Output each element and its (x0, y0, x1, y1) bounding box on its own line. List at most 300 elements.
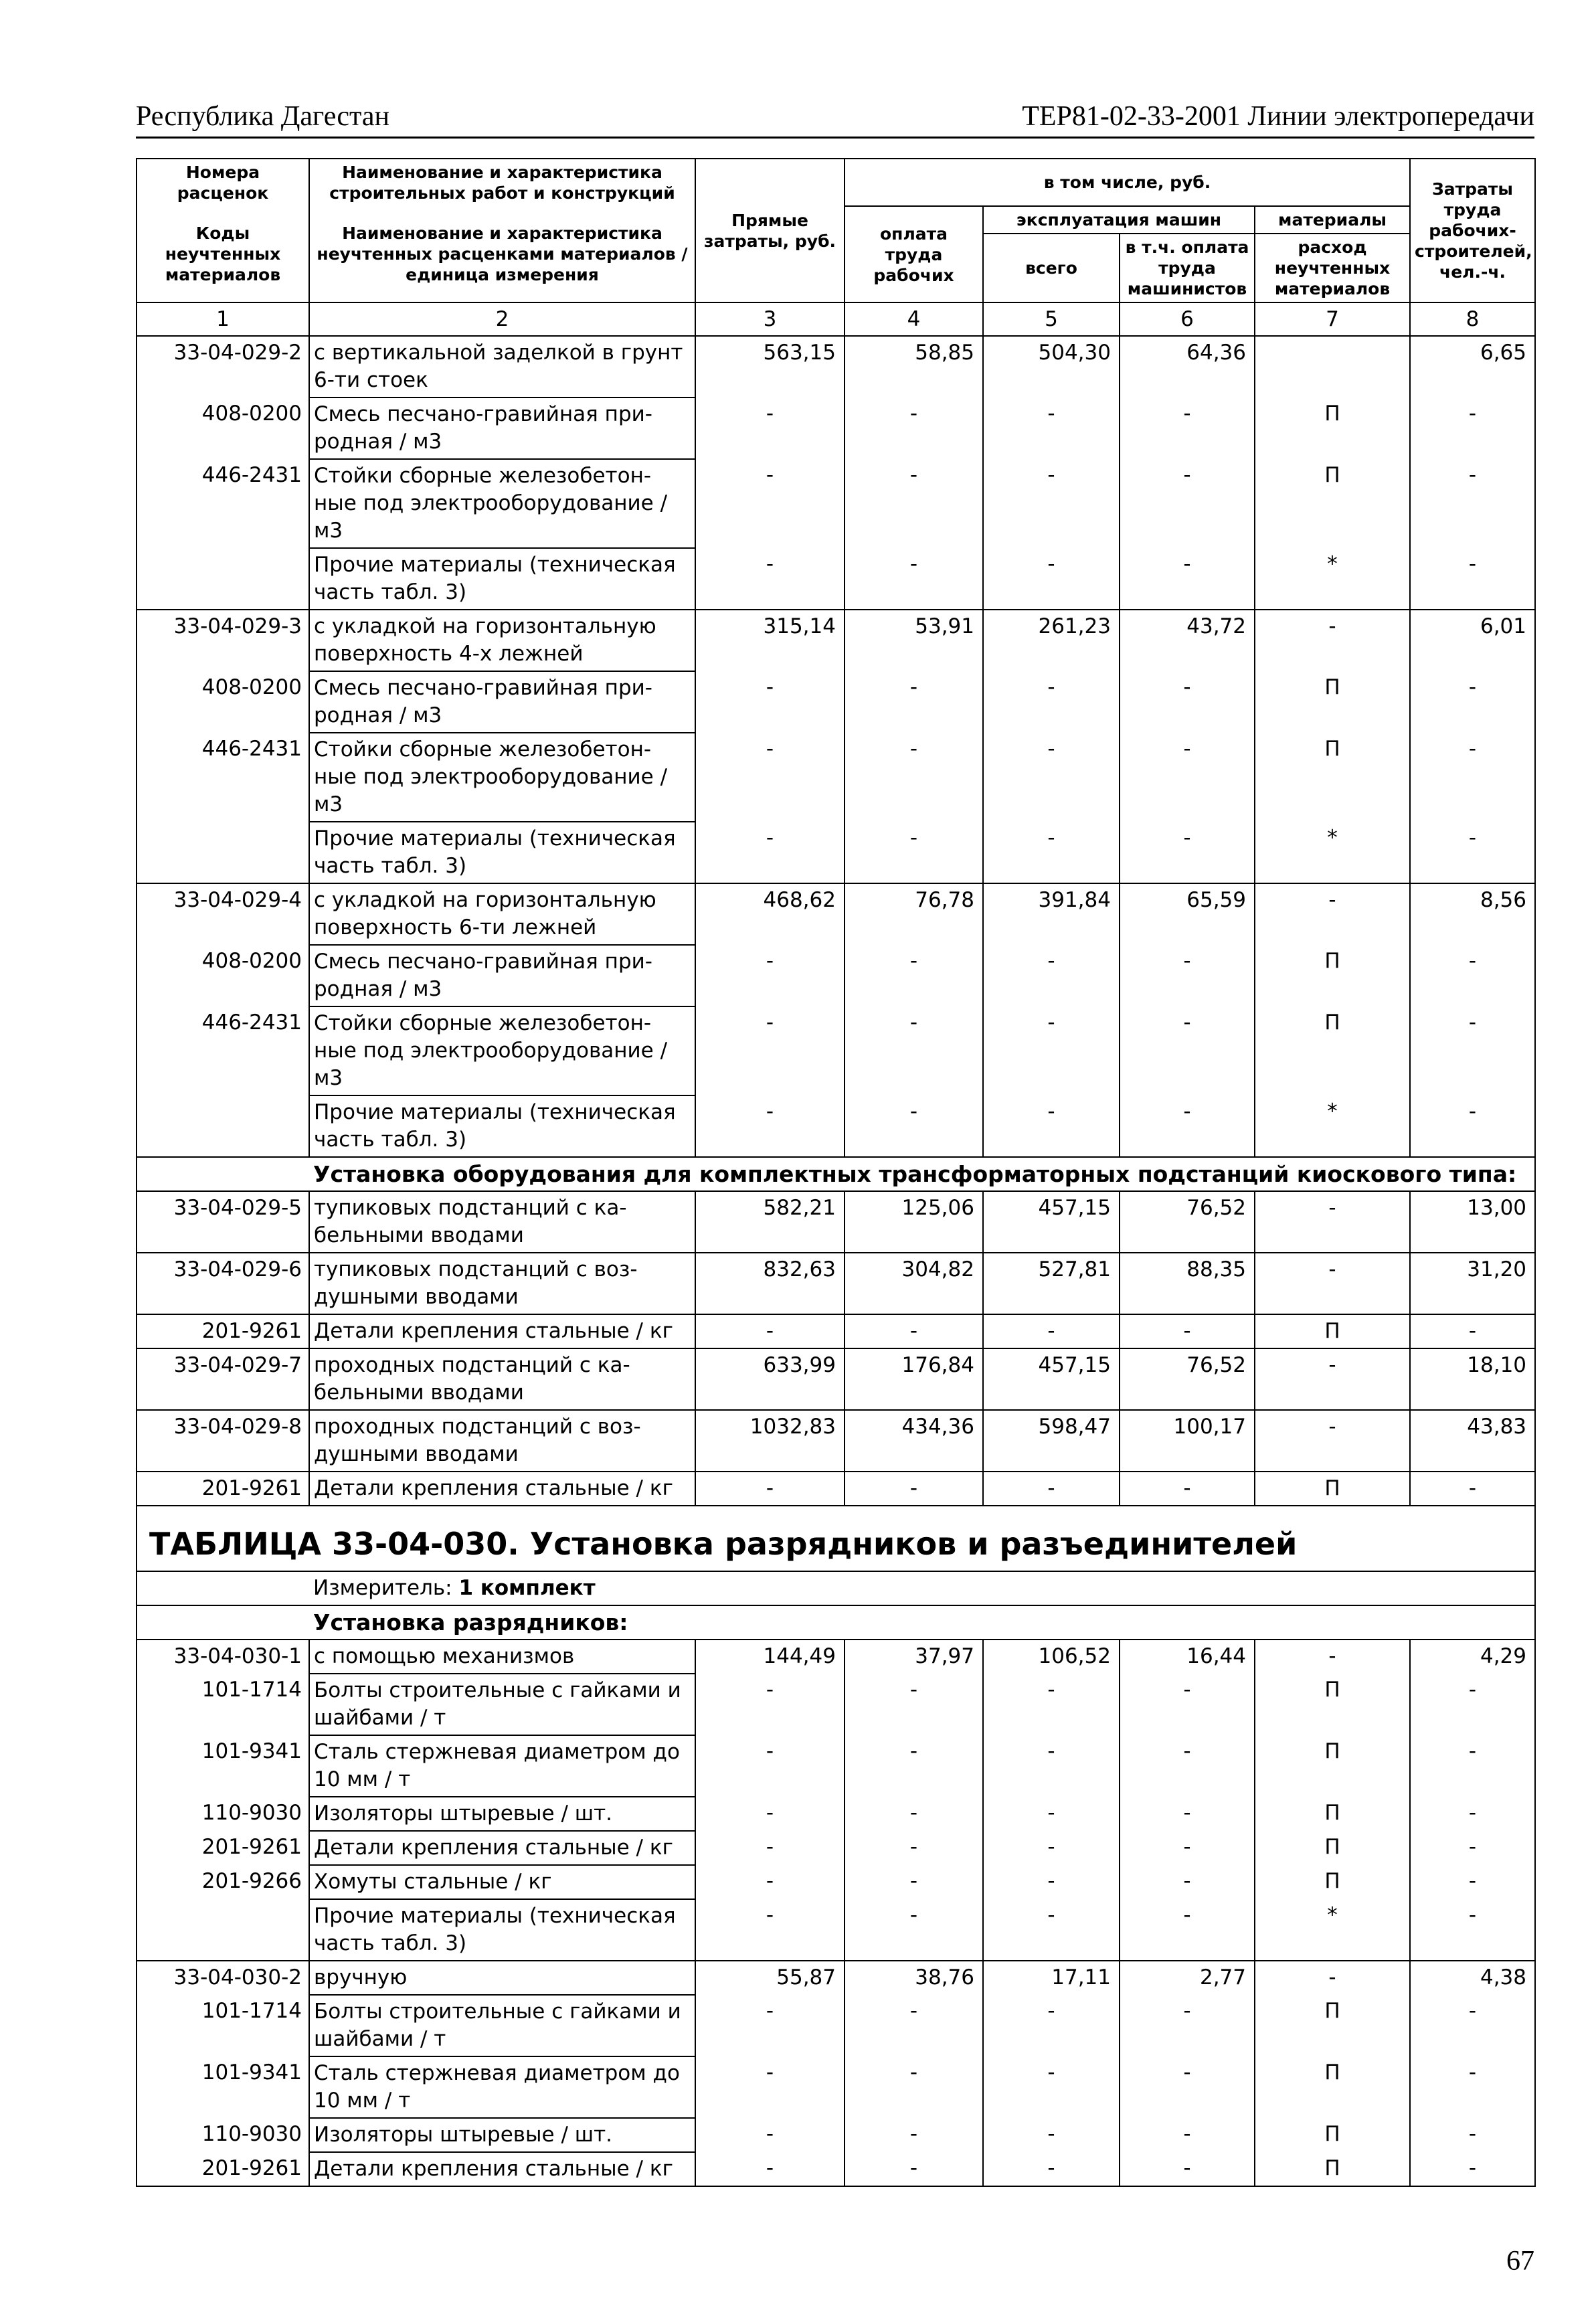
material-usage-cell: - (1255, 883, 1410, 945)
material-row (137, 1831, 1535, 1865)
col-header-worker-pay: оплата труда рабочих (845, 206, 983, 302)
rate-code-cell: 408-0200 (137, 945, 309, 1006)
direct-costs-cell: - (695, 2056, 845, 2118)
page-number: 67 (1506, 2246, 1534, 2277)
operator-pay-cell: 65,59 (1120, 883, 1255, 945)
column-number-row (137, 302, 1535, 336)
table-title: ТАБЛИЦА 33-04-030. Установка разрядников и разъединителей (137, 1506, 1535, 1571)
direct-costs-cell: 144,49 (695, 1640, 845, 1674)
machines-total-cell: 598,47 (983, 1410, 1120, 1472)
material-usage-cell: П (1255, 945, 1410, 1006)
measure-spacer (137, 1571, 309, 1605)
col-header-labor-costs: Затраты труда рабочих-строителей, чел.-ч. (1410, 159, 1535, 302)
material-row (137, 548, 1535, 610)
labor-costs-cell: - (1410, 397, 1535, 459)
direct-costs-cell: - (695, 548, 845, 610)
labor-costs-cell: 6,01 (1410, 610, 1535, 671)
material-usage-cell: П (1255, 1314, 1410, 1348)
rate-code-cell: 33-04-029-4 (137, 883, 309, 945)
machines-total-cell: - (983, 1899, 1120, 1961)
direct-costs-cell: - (695, 1899, 845, 1961)
worker-pay-cell: - (845, 822, 983, 883)
material-usage-cell: * (1255, 1095, 1410, 1157)
labor-costs-cell: - (1410, 1314, 1535, 1348)
direct-costs-cell: - (695, 2152, 845, 2186)
material-row (137, 1995, 1535, 2056)
rate-code-cell: 201-9261 (137, 2152, 309, 2186)
rate-code-cell: 101-1714 (137, 1674, 309, 1735)
rows-group-a (137, 336, 1535, 1157)
name-cell: с укладкой на горизонтальную поверхность 4-х лежней (309, 610, 695, 671)
direct-costs-cell: 633,99 (695, 1348, 845, 1410)
worker-pay-cell: - (845, 1095, 983, 1157)
material-row (137, 1797, 1535, 1831)
machines-total-cell: 106,52 (983, 1640, 1120, 1674)
direct-costs-cell: - (695, 2118, 845, 2152)
material-row (137, 1095, 1535, 1157)
rate-code-cell (137, 1095, 309, 1157)
worker-pay-cell: 125,06 (845, 1191, 983, 1253)
name-cell: Изоляторы штыревые / шт. (309, 2118, 695, 2152)
material-usage-cell: П (1255, 1995, 1410, 2056)
operator-pay-cell: - (1120, 822, 1255, 883)
operator-pay-cell: - (1120, 1865, 1255, 1899)
direct-costs-cell: - (695, 397, 845, 459)
machines-total-cell: - (983, 459, 1120, 548)
rate-row (137, 1314, 1535, 1348)
labor-costs-cell: - (1410, 2152, 1535, 2186)
rate-row (137, 1640, 1535, 1674)
rows-group-c (137, 1640, 1535, 2186)
material-usage-cell: П (1255, 2056, 1410, 2118)
material-usage-cell (1255, 336, 1410, 397)
rate-code-cell: 33-04-029-3 (137, 610, 309, 671)
worker-pay-cell: - (845, 733, 983, 822)
section-spacer (137, 1157, 309, 1191)
labor-costs-cell: - (1410, 1831, 1535, 1865)
col-number: 4 (845, 302, 983, 336)
rate-code-cell: 408-0200 (137, 397, 309, 459)
rate-row (137, 336, 1535, 397)
name-cell: Смесь песчано-гравийная при-родная / м3 (309, 945, 695, 1006)
worker-pay-cell: - (845, 397, 983, 459)
direct-costs-cell: - (695, 945, 845, 1006)
labor-costs-cell: 31,20 (1410, 1253, 1535, 1314)
labor-costs-cell: - (1410, 1865, 1535, 1899)
operator-pay-cell: - (1120, 671, 1255, 733)
material-usage-cell: - (1255, 1410, 1410, 1472)
worker-pay-cell: - (845, 1472, 983, 1506)
name-cell: Изоляторы штыревые / шт. (309, 1797, 695, 1831)
material-row (137, 397, 1535, 459)
labor-costs-cell: - (1410, 945, 1535, 1006)
name-cell: тупиковых подстанций с ка-бельными вводами (309, 1191, 695, 1253)
rate-code-cell: 446-2431 (137, 1006, 309, 1095)
rate-code-cell: 201-9261 (137, 1472, 309, 1506)
operator-pay-cell: - (1120, 1899, 1255, 1961)
rate-code-cell (137, 822, 309, 883)
operator-pay-cell: - (1120, 1472, 1255, 1506)
machines-total-cell: - (983, 1095, 1120, 1157)
operator-pay-cell: - (1120, 1797, 1255, 1831)
col-number: 6 (1120, 302, 1255, 336)
labor-costs-cell: 8,56 (1410, 883, 1535, 945)
labor-costs-cell: - (1410, 2056, 1535, 2118)
measure-label: Измеритель: (313, 1576, 452, 1600)
material-usage-cell: П (1255, 459, 1410, 548)
section-title-kiosk: Установка оборудования для комплектных трансформаторных подстанций киоскового типа: (309, 1157, 1535, 1191)
worker-pay-cell: - (845, 459, 983, 548)
worker-pay-cell: - (845, 1995, 983, 2056)
labor-costs-cell: - (1410, 671, 1535, 733)
labor-costs-cell: 4,29 (1410, 1640, 1535, 1674)
direct-costs-cell: - (695, 671, 845, 733)
direct-costs-cell: - (695, 459, 845, 548)
worker-pay-cell: - (845, 1674, 983, 1735)
name-cell: вручную (309, 1961, 695, 1995)
measure-line (309, 1571, 1535, 1605)
worker-pay-cell: - (845, 1314, 983, 1348)
rate-code-cell: 408-0200 (137, 671, 309, 733)
material-usage-cell: - (1255, 1191, 1410, 1253)
rate-row (137, 610, 1535, 671)
name-cell: проходных подстанций с воз-душными вводами (309, 1410, 695, 1472)
name-cell: Болты строительные с гайками и шайбами / т (309, 1674, 695, 1735)
rate-code-cell: 446-2431 (137, 733, 309, 822)
section-title-arresters: Установка разрядников: (309, 1605, 1535, 1640)
machines-total-cell: 527,81 (983, 1253, 1120, 1314)
material-row (137, 1674, 1535, 1735)
material-row (137, 1899, 1535, 1961)
material-usage-cell: П (1255, 2152, 1410, 2186)
labor-costs-cell: - (1410, 1797, 1535, 1831)
rate-code-cell: 33-04-029-8 (137, 1410, 309, 1472)
rate-row (137, 1253, 1535, 1314)
rate-code-cell: 33-04-029-5 (137, 1191, 309, 1253)
operator-pay-cell: - (1120, 1006, 1255, 1095)
worker-pay-cell: 76,78 (845, 883, 983, 945)
direct-costs-cell: - (695, 733, 845, 822)
table-030-heading (137, 1506, 1535, 1640)
machines-total-cell: 391,84 (983, 883, 1120, 945)
material-usage-cell: П (1255, 671, 1410, 733)
direct-costs-cell: - (695, 1674, 845, 1735)
labor-costs-cell: - (1410, 822, 1535, 883)
operator-pay-cell: - (1120, 945, 1255, 1006)
material-usage-cell: П (1255, 397, 1410, 459)
machines-total-cell: - (983, 945, 1120, 1006)
material-usage-cell: П (1255, 1735, 1410, 1797)
labor-costs-cell: - (1410, 1095, 1535, 1157)
labor-costs-cell: - (1410, 459, 1535, 548)
name-cell: с вертикальной заделкой в грунт 6-ти стоек (309, 336, 695, 397)
operator-pay-cell: - (1120, 1314, 1255, 1348)
worker-pay-cell: 38,76 (845, 1961, 983, 1995)
direct-costs-cell: - (695, 1831, 845, 1865)
material-row (137, 822, 1535, 883)
rate-code-cell: 201-9266 (137, 1865, 309, 1899)
machines-total-cell: - (983, 2152, 1120, 2186)
machines-total-cell: - (983, 1865, 1120, 1899)
rate-row (137, 1191, 1535, 1253)
direct-costs-cell: - (695, 1797, 845, 1831)
direct-costs-cell: 563,15 (695, 336, 845, 397)
worker-pay-cell: - (845, 945, 983, 1006)
direct-costs-cell: - (695, 1472, 845, 1506)
material-usage-cell: * (1255, 548, 1410, 610)
machines-total-cell: 17,11 (983, 1961, 1120, 1995)
worker-pay-cell: 434,36 (845, 1410, 983, 1472)
direct-costs-cell: - (695, 1095, 845, 1157)
rate-row (137, 1472, 1535, 1506)
operator-pay-cell: - (1120, 459, 1255, 548)
machines-total-cell: - (983, 1797, 1120, 1831)
operator-pay-cell: - (1120, 1831, 1255, 1865)
material-usage-cell: П (1255, 2118, 1410, 2152)
col-header-including: в том числе, руб. (845, 159, 1410, 206)
direct-costs-cell: - (695, 1006, 845, 1095)
machines-total-cell: - (983, 1995, 1120, 2056)
direct-costs-cell: 832,63 (695, 1253, 845, 1314)
material-row (137, 2118, 1535, 2152)
direct-costs-cell: - (695, 1314, 845, 1348)
rate-code-cell: 101-9341 (137, 1735, 309, 1797)
section-spacer (137, 1605, 309, 1640)
labor-costs-cell: - (1410, 1735, 1535, 1797)
rate-code-cell (137, 1899, 309, 1961)
worker-pay-cell: - (845, 1735, 983, 1797)
operator-pay-cell: 76,52 (1120, 1191, 1255, 1253)
rate-code-cell: 446-2431 (137, 459, 309, 548)
col-header-machines: эксплуатация машин (983, 206, 1255, 234)
name-cell: с помощью механизмов (309, 1640, 695, 1674)
direct-costs-cell: - (695, 1735, 845, 1797)
material-usage-cell: - (1255, 1640, 1410, 1674)
col-number: 3 (695, 302, 845, 336)
rate-code-cell: 33-04-029-7 (137, 1348, 309, 1410)
worker-pay-cell: 37,97 (845, 1640, 983, 1674)
rate-code-cell: 110-9030 (137, 1797, 309, 1831)
material-row (137, 1735, 1535, 1797)
labor-costs-cell: - (1410, 733, 1535, 822)
rate-code-cell: 201-9261 (137, 1314, 309, 1348)
worker-pay-cell: - (845, 1797, 983, 1831)
worker-pay-cell: - (845, 1006, 983, 1095)
material-usage-cell: П (1255, 733, 1410, 822)
labor-costs-cell: - (1410, 1674, 1535, 1735)
name-cell: Детали крепления стальные / кг (309, 1472, 695, 1506)
name-cell: Стойки сборные железобетон-ные под электрооборудование / м3 (309, 459, 695, 548)
rates-table (136, 158, 1536, 2187)
material-usage-cell: - (1255, 1348, 1410, 1410)
material-usage-cell: * (1255, 1899, 1410, 1961)
col-header-materials: материалы (1255, 206, 1410, 234)
rate-code-cell: 33-04-030-1 (137, 1640, 309, 1674)
col-header-machines-total: всего (983, 234, 1120, 302)
worker-pay-cell: 304,82 (845, 1253, 983, 1314)
labor-costs-cell: 13,00 (1410, 1191, 1535, 1253)
material-row (137, 2056, 1535, 2118)
col-header-work-name: Наименование и характеристика строительных работ и конструкций (309, 159, 695, 206)
direct-costs-cell: - (695, 1995, 845, 2056)
operator-pay-cell: - (1120, 733, 1255, 822)
operator-pay-cell: - (1120, 1095, 1255, 1157)
rate-row (137, 1961, 1535, 1995)
operator-pay-cell: - (1120, 1995, 1255, 2056)
operator-pay-cell: 100,17 (1120, 1410, 1255, 1472)
material-row (137, 459, 1535, 548)
header-divider (136, 137, 1534, 139)
operator-pay-cell: 64,36 (1120, 336, 1255, 397)
worker-pay-cell: - (845, 2152, 983, 2186)
col-header-rate-number: Номера расценок (137, 159, 309, 206)
name-cell: Прочие материалы (техническая часть табл. 3) (309, 1899, 695, 1961)
name-cell: Детали крепления стальные / кг (309, 1314, 695, 1348)
machines-total-cell: - (983, 2056, 1120, 2118)
operator-pay-cell: 76,52 (1120, 1348, 1255, 1410)
table-header (137, 159, 1535, 336)
rate-code-cell: 201-9261 (137, 1831, 309, 1865)
worker-pay-cell: - (845, 671, 983, 733)
rate-code-cell (137, 548, 309, 610)
name-cell: Болты строительные с гайками и шайбами / т (309, 1995, 695, 2056)
worker-pay-cell: - (845, 2118, 983, 2152)
direct-costs-cell: 582,21 (695, 1191, 845, 1253)
machines-total-cell: - (983, 1831, 1120, 1865)
name-cell: Детали крепления стальные / кг (309, 1831, 695, 1865)
worker-pay-cell: - (845, 1899, 983, 1961)
rate-row (137, 1410, 1535, 1472)
name-cell: Стойки сборные железобетон-ные под электрооборудование / м3 (309, 1006, 695, 1095)
name-cell: тупиковых подстанций с воз-душными вводами (309, 1253, 695, 1314)
worker-pay-cell: - (845, 1865, 983, 1899)
material-row (137, 945, 1535, 1006)
machines-total-cell: 457,15 (983, 1348, 1120, 1410)
worker-pay-cell: 176,84 (845, 1348, 983, 1410)
rate-code-cell: 101-1714 (137, 1995, 309, 2056)
material-usage-cell: * (1255, 822, 1410, 883)
document-header-region: Республика Дагестан (136, 101, 390, 132)
rate-code-cell: 110-9030 (137, 2118, 309, 2152)
machines-total-cell: - (983, 1735, 1120, 1797)
name-cell: Сталь стержневая диаметром до 10 мм / т (309, 1735, 695, 1797)
machines-total-cell: - (983, 2118, 1120, 2152)
rate-code-cell: 33-04-030-2 (137, 1961, 309, 1995)
machines-total-cell: - (983, 733, 1120, 822)
material-row (137, 671, 1535, 733)
material-usage-cell: П (1255, 1797, 1410, 1831)
operator-pay-cell: 43,72 (1120, 610, 1255, 671)
labor-costs-cell: - (1410, 1006, 1535, 1095)
worker-pay-cell: - (845, 2056, 983, 2118)
material-row (137, 1865, 1535, 1899)
material-usage-cell: - (1255, 610, 1410, 671)
operator-pay-cell: - (1120, 2056, 1255, 2118)
material-usage-cell: П (1255, 1865, 1410, 1899)
operator-pay-cell: 2,77 (1120, 1961, 1255, 1995)
worker-pay-cell: 58,85 (845, 336, 983, 397)
col-header-direct-costs: Прямые затраты, руб. (695, 159, 845, 302)
labor-costs-cell: - (1410, 1995, 1535, 2056)
operator-pay-cell: - (1120, 548, 1255, 610)
material-usage-cell: П (1255, 1472, 1410, 1506)
operator-pay-cell: - (1120, 2152, 1255, 2186)
machines-total-cell: - (983, 822, 1120, 883)
name-cell: проходных подстанций с ка-бельными вводами (309, 1348, 695, 1410)
rate-row (137, 883, 1535, 945)
col-header-material-usage: расход неучтенных материалов (1255, 234, 1410, 302)
labor-costs-cell: 18,10 (1410, 1348, 1535, 1410)
labor-costs-cell: - (1410, 548, 1535, 610)
machines-total-cell: - (983, 397, 1120, 459)
col-number: 7 (1255, 302, 1410, 336)
rows-group-b (137, 1191, 1535, 1506)
rate-code-cell: 101-9341 (137, 2056, 309, 2118)
worker-pay-cell: - (845, 1831, 983, 1865)
machines-total-cell: - (983, 548, 1120, 610)
rate-code-cell: 33-04-029-2 (137, 336, 309, 397)
operator-pay-cell: - (1120, 1735, 1255, 1797)
rate-code-cell: 33-04-029-6 (137, 1253, 309, 1314)
name-cell: Стойки сборные железобетон-ные под электрооборудование / м3 (309, 733, 695, 822)
machines-total-cell: 457,15 (983, 1191, 1120, 1253)
direct-costs-cell: - (695, 1865, 845, 1899)
direct-costs-cell: 55,87 (695, 1961, 845, 1995)
rate-row (137, 1348, 1535, 1410)
machines-total-cell: - (983, 1006, 1120, 1095)
operator-pay-cell: 88,35 (1120, 1253, 1255, 1314)
machines-total-cell: 261,23 (983, 610, 1120, 671)
direct-costs-cell: - (695, 822, 845, 883)
name-cell: Прочие материалы (техническая часть табл. 3) (309, 822, 695, 883)
labor-costs-cell: - (1410, 2118, 1535, 2152)
direct-costs-cell: 468,62 (695, 883, 845, 945)
direct-costs-cell: 315,14 (695, 610, 845, 671)
machines-total-cell: 504,30 (983, 336, 1120, 397)
operator-pay-cell: - (1120, 2118, 1255, 2152)
name-cell: Хомуты стальные / кг (309, 1865, 695, 1899)
col-number: 8 (1410, 302, 1535, 336)
name-cell: Сталь стержневая диаметром до 10 мм / т (309, 2056, 695, 2118)
machines-total-cell: - (983, 1674, 1120, 1735)
material-usage-cell: - (1255, 1961, 1410, 1995)
name-cell: Детали крепления стальные / кг (309, 2152, 695, 2186)
col-number: 5 (983, 302, 1120, 336)
section-kiosk (137, 1157, 1535, 1191)
operator-pay-cell: - (1120, 397, 1255, 459)
material-usage-cell: - (1255, 1253, 1410, 1314)
material-row (137, 2152, 1535, 2186)
name-cell: Смесь песчано-гравийная при-родная / м3 (309, 671, 695, 733)
measure-value: 1 комплект (458, 1576, 596, 1600)
name-cell: Прочие материалы (техническая часть табл. 3) (309, 1095, 695, 1157)
name-cell: Прочие материалы (техническая часть табл. 3) (309, 548, 695, 610)
labor-costs-cell: 4,38 (1410, 1961, 1535, 1995)
labor-costs-cell: 43,83 (1410, 1410, 1535, 1472)
col-header-material-names: Наименование и характеристика неучтенных расценками материалов / единица измерения (309, 206, 695, 302)
operator-pay-cell: 16,44 (1120, 1640, 1255, 1674)
col-number: 2 (309, 302, 695, 336)
col-header-material-codes: Коды неучтенных материалов (137, 206, 309, 302)
material-usage-cell: П (1255, 1674, 1410, 1735)
name-cell: с укладкой на горизонтальную поверхность 6-ти лежней (309, 883, 695, 945)
worker-pay-cell: - (845, 548, 983, 610)
labor-costs-cell: 6,65 (1410, 336, 1535, 397)
machines-total-cell: - (983, 1472, 1120, 1506)
material-row (137, 1006, 1535, 1095)
labor-costs-cell: - (1410, 1472, 1535, 1506)
material-row (137, 733, 1535, 822)
